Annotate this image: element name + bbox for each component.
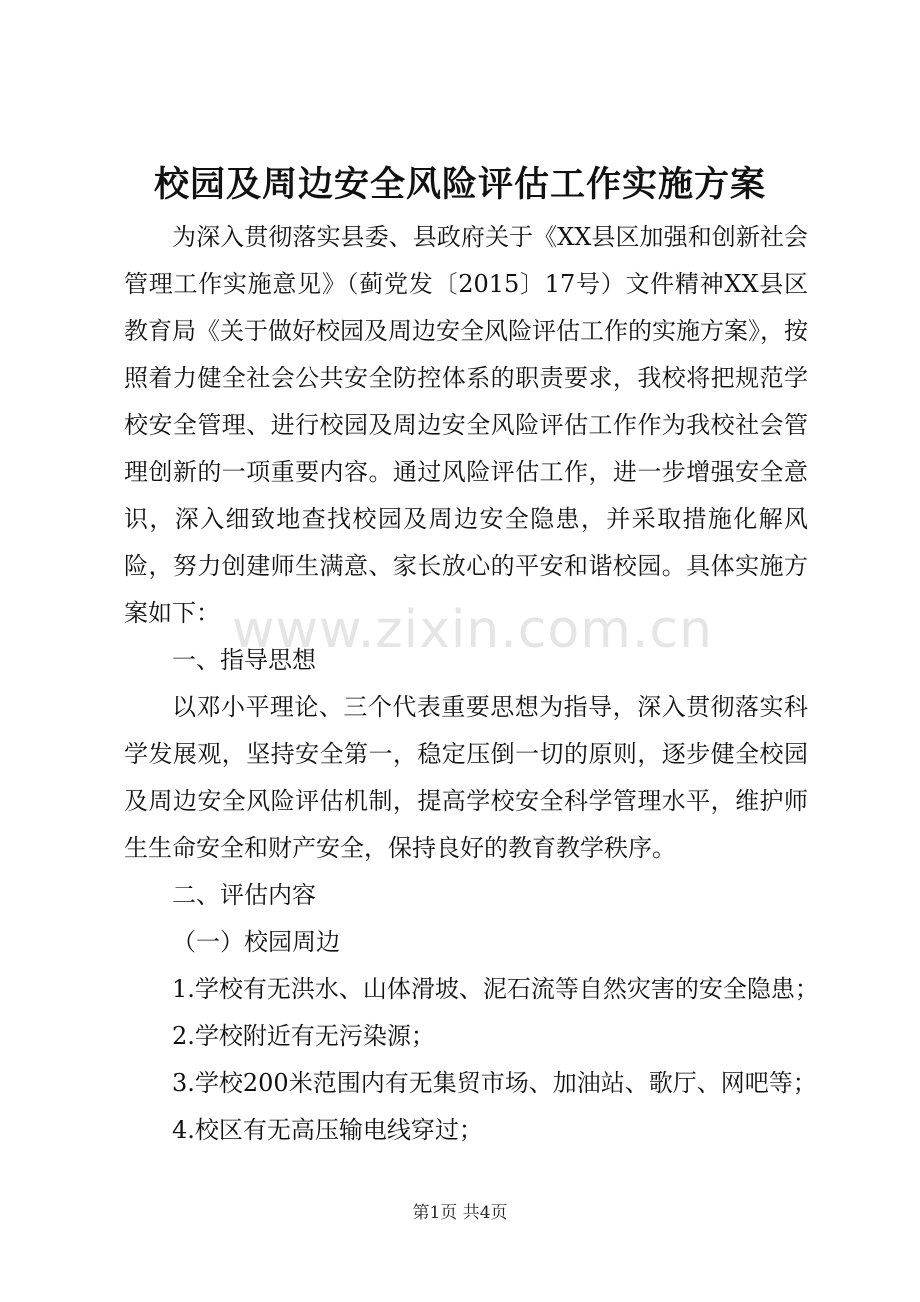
list-item: 3.学校200米范围内有无集贸市场、加油站、歌厅、网吧等； (172, 1069, 817, 1097)
list-item: 2.学校附近有无污染源； (172, 1022, 435, 1050)
subheading-campus-surroundings: （一）校园周边 (172, 928, 340, 956)
list-item: 4.校区有无高压输电线穿过； (172, 1116, 483, 1144)
page-footer: 第1页 共4页 (412, 1203, 508, 1223)
list-item: 1.学校有无洪水、山体滑坡、泥石流等自然灾害的安全隐患； (172, 975, 819, 1003)
watermark: www.zixin.com.cn (232, 600, 713, 660)
guiding-ideology-paragraph: 以邓小平理论、三个代表重要思想为指导，深入贯彻落实科学发展观，坚持安全第一，稳定压倒一切的原则，逐步健全校园及周边安全风险评估机制，提高学校安全科学管理水平，维护师生生命安全和财产安全，保持良好的教育教学秩序。 (124, 693, 808, 862)
section-heading-guiding-ideology: 一、指导思想 (172, 646, 316, 674)
section-heading-assessment-content: 二、评估内容 (172, 881, 316, 909)
intro-paragraph: 为深入贯彻落实县委、县政府关于《XX县区加强和创新社会管理工作实施意见》（蓟党发〔2015〕17号）文件精神XX县区教育局《关于做好校园及周边安全风险评估工作的实施方案》，按照着力健全社会公共安全防控体系的职责要求，我校将把规范学校安全管理、进行校园及周边安全风险评估工作作为我校社会管理创新的一项重要内容。通过风险评估工作，进一步增强安全意识，深入细致地查找校园及周边安全隐患，并采取措施化解风险，努力创建师生满意、家长放心的平安和谐校园。具体实施方案如下： (124, 223, 808, 627)
document-body (124, 214, 819, 1154)
document-title: 校园及周边安全风险评估工作实施方案 (153, 164, 766, 205)
